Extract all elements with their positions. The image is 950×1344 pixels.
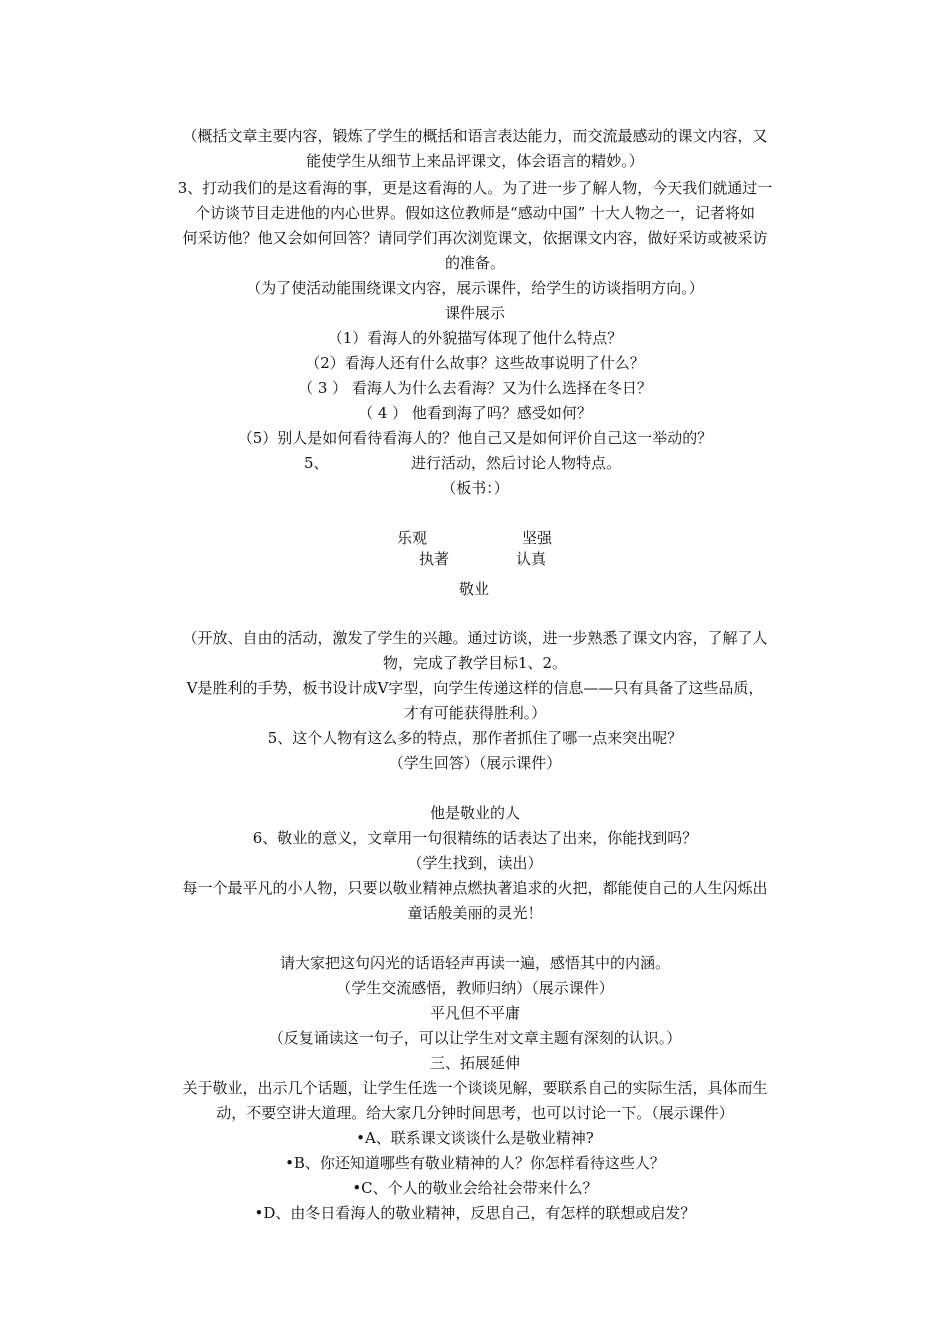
text-line: 物，完成了教学目标1、2。 <box>382 654 568 672</box>
question-item: （1）看海人的外貌描写体现了他什么特点？ <box>327 329 623 347</box>
board-word: 敬业 <box>459 580 490 598</box>
text-line: 5、这个人物有这么多的特点，那作者抓住了哪一点来突出呢？ <box>267 729 683 747</box>
topic-item: •C、个人的敬业会给社会带来什么？ <box>352 1179 598 1197</box>
courseware-line: 他是敬业的人 <box>429 804 520 822</box>
text-line: 个访谈节目走进他的内心世界。假如这位教师是“感动中国” 十大人物之一，记者将如 <box>194 204 756 222</box>
text-line: V是胜利的手势，板书设计成V字型，向学生传递这样的信息——只有具备了这些品质， <box>186 679 764 697</box>
question-item: （2）看海人还有什么故事？这些故事说明了什么？ <box>305 354 645 372</box>
section-heading: 三、拓展延伸 <box>429 1054 520 1072</box>
board-word: 执著 <box>419 550 450 568</box>
text-line: 才有可能获得胜利。） <box>403 704 547 722</box>
courseware-line: 平凡但不平庸 <box>429 1004 520 1022</box>
text-line: （概括文章主要内容，锻炼了学生的概括和语言表达能力，而交流最感动的课文内容，又 <box>182 127 768 145</box>
quote-line: 童话般美丽的灵光！ <box>407 904 543 922</box>
text-line: 进行活动，然后讨论人物特点。 <box>411 454 622 472</box>
board-heading: （板书：） <box>441 479 509 497</box>
text-line: （为了使活动能围绕课文内容，展示课件，给学生的访谈指明方向。） <box>246 279 704 297</box>
step-number: 5、 <box>304 454 329 472</box>
text-line: 动，不要空讲大道理。给大家几分钟时间思考，也可以讨论一下。（展示课件） <box>216 1104 734 1122</box>
topic-item: •A、联系课文谈谈什么是敬业精神? <box>356 1129 594 1147</box>
board-word: 乐观 <box>397 529 428 547</box>
text-line: （开放、自由的活动，激发了学生的兴趣。通过访谈，进一步熟悉了课文内容，了解了人 <box>182 629 768 647</box>
topic-item: •D、由冬日看海人的敬业精神，反思自己，有怎样的联想或启发？ <box>254 1204 696 1222</box>
text-line: （学生找到，读出） <box>407 854 543 872</box>
board-word: 认真 <box>516 550 547 568</box>
text-line: 请大家把这句闪光的话语轻声再读一遍，感悟其中的内涵。 <box>279 954 670 972</box>
text-line: （学生回答）（展示课件） <box>388 754 562 772</box>
text-line: 3、打动我们的是这看海的事，更是这看海的人。为了进一步了解人物，今天我们就通过一 <box>177 179 773 197</box>
question-item: （ 3 ） 看海人为什么去看海？又为什么选择在冬日？ <box>298 379 652 397</box>
quote-line: 每一个最平凡的小人物，只要以敬业精神点燃执著追求的火把，都能使自己的人生闪烁出 <box>182 879 768 897</box>
text-line: 能使学生从细节上来品评课文，体会语言的精妙。） <box>306 152 644 170</box>
section-heading: 课件展示 <box>444 304 505 322</box>
question-item: （ 4 ） 他看到海了吗？感受如何？ <box>358 404 592 422</box>
text-line: 6、敬业的意义，文章用一句很精练的话表达了出来，你能找到吗？ <box>252 829 698 847</box>
text-line: 的准备。 <box>444 254 505 272</box>
text-line: （反复诵读这一句子，可以让学生对文章主题有深刻的认识。） <box>268 1029 682 1047</box>
text-line: 关于敬业，出示几个话题，让学生任选一个谈谈见解，要联系自己的实际生活，具体而生 <box>182 1079 768 1097</box>
board-word: 坚强 <box>522 529 553 547</box>
topic-item: •B、你还知道哪些有敬业精神的人？你怎样看待这些人？ <box>285 1154 665 1172</box>
question-item: （5）别人是如何看待看海人的？他自己又是如何评价自己这一举动的？ <box>237 429 713 447</box>
text-line: （学生交流感悟，教师归纳）（展示课件） <box>336 979 614 997</box>
text-line: 何采访他？他又会如何回答？请同学们再次浏览课文，依据课文内容，做好采访或被采访 <box>182 229 768 247</box>
